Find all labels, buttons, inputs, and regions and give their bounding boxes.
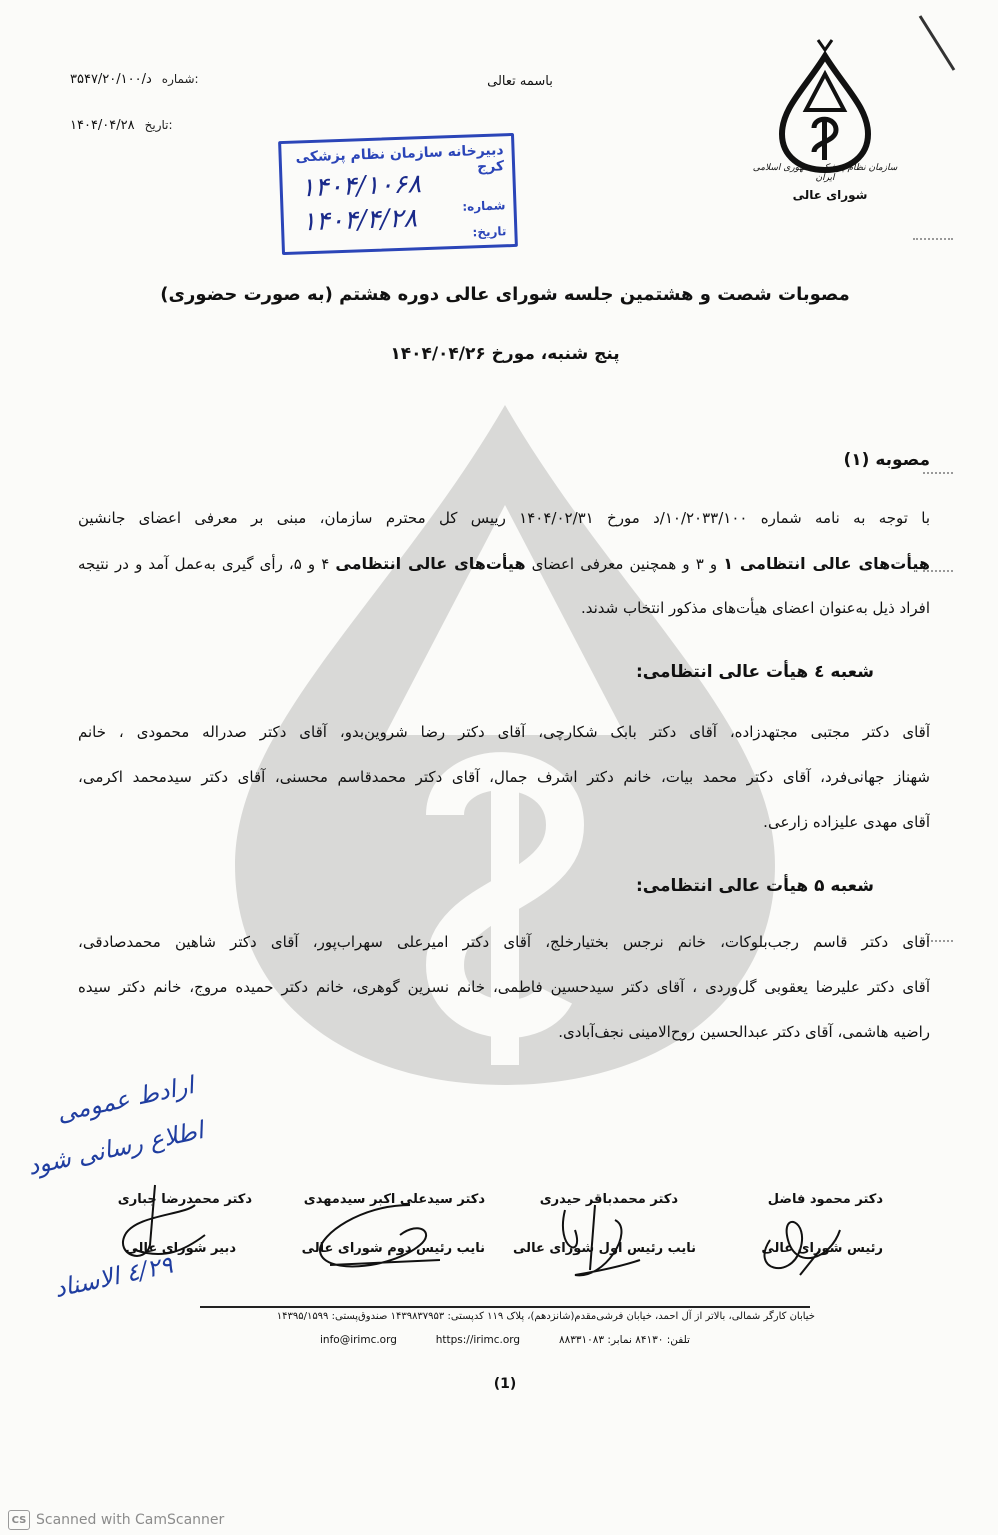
branch4-line-1: آقای دکتر مجتبی مجتهدزاده، آقای دکتر بابک شکارچی، آقای دکتر رضا شروین‌بدو، آقای دکتر صدراله محمودی ، خانم bbox=[78, 723, 930, 741]
corner-pen-mark bbox=[918, 14, 958, 74]
camscanner-text: Scanned with CamScanner bbox=[36, 1512, 225, 1528]
camscanner-watermark bbox=[0, 1505, 998, 1535]
letter-date-value: ۱۴۰۴/۰۴/۲۸ bbox=[70, 118, 135, 133]
letter-number-row bbox=[70, 72, 199, 87]
footer-website[interactable]: https://irimc.org bbox=[435, 1334, 521, 1346]
branch4-heading: شعبه ٤ هیأت عالی انتظامی: bbox=[635, 662, 874, 682]
signature-4-name: دکتر محمدرضا جباری bbox=[117, 1192, 252, 1207]
footer-email[interactable]: info@irimc.org bbox=[320, 1334, 397, 1346]
intro-bold-2: هیأت‌های عالی انتظامی bbox=[335, 554, 526, 573]
intro-text-2b: ۴ و ۵، رأی گیری به‌عمل آمد و در نتیجه bbox=[78, 555, 330, 573]
signature-2-name: دکتر محمدباقر حیدری bbox=[539, 1192, 678, 1207]
signature-1-title: رئیس شورای عالی bbox=[761, 1241, 883, 1256]
footer-phone: تلفن: ۸۴۱۳۰ نمابر: ۸۸۳۳۱۰۸۳ bbox=[558, 1334, 690, 1346]
branch4-members bbox=[78, 710, 930, 845]
branch4-line-3: آقای مهدی علیزاده زارعی. bbox=[763, 813, 930, 831]
medical-council-logo-icon bbox=[770, 38, 880, 178]
intro-line-3: افراد ذیل به‌عنوان اعضای هیأت‌های مذکور انتخاب شدند. bbox=[580, 599, 930, 617]
letter-number-label: شماره: bbox=[161, 72, 199, 86]
signature-3-scribble bbox=[300, 1195, 450, 1285]
footer-contact bbox=[320, 1334, 690, 1346]
signature-3-title: نایب رئیس دوم شورای عالی bbox=[301, 1241, 485, 1256]
branch4-line-2: شهناز جهانی‌فرد، آقای دکتر محمد بیات، خانم دکتر اشرف جمال، آقای دکتر محمدقاسم محسنی، آقای دکتر سیدمحمد اکرمی، bbox=[78, 768, 930, 786]
branch5-line-3: راضیه هاشمی، آقای دکتر عبدالحسین روح‌الامینی نجف‌آبادی. bbox=[558, 1023, 930, 1041]
bismillah: باسمه تعالی bbox=[487, 74, 553, 89]
margin-dots bbox=[913, 238, 953, 240]
registration-stamp bbox=[278, 133, 518, 255]
branch5-heading: شعبه ۵ هیأت عالی انتظامی: bbox=[635, 876, 874, 896]
document-subtitle: پنج شنبه، مورخ ۱۴۰۴/۰۴/۲۶ bbox=[390, 344, 620, 364]
stamp-number-label: شماره: bbox=[462, 198, 506, 214]
intro-line-1: با توجه به نامه شماره ۱۰/۲۰۳۳/۱۰۰/د مورخ ۱۴۰۴/۰۲/۳۱ رییس کل محترم سازمان، مبنی بر معرفی اعضای جانشین bbox=[78, 509, 930, 527]
margin-dots bbox=[923, 472, 953, 474]
branch5-members bbox=[78, 920, 930, 1055]
letter-date-label: تاریخ: bbox=[144, 118, 173, 132]
signature-1-name: دکتر محمود فاضل bbox=[767, 1192, 883, 1207]
stamp-date-value: ۱۴۰۴/۴/۲۸ bbox=[301, 203, 418, 238]
branch5-line-1: آقای دکتر قاسم رجب‌بلوکات، خانم نرجس بختیارخلج، آقای دکتر امیرعلی سهراب‌پور، آقای دکتر شاهین محمدصادقی، bbox=[78, 933, 930, 951]
intro-text-2a: و ۳ و همچنین معرفی اعضای bbox=[531, 555, 718, 573]
stamp-number-value: ۱۴۰۴/۱۰۶۸ bbox=[300, 169, 422, 204]
footer-divider bbox=[200, 1306, 810, 1308]
footer-address: خیابان کارگر شمالی، بالاتر از آل احمد، خیابان فرشی‌مقدم(شانزدهم)، پلاک ۱۱۹ کدپستی: ۱۴۳۹۸۳۷۹۵۳ صندوق‌پستی: ۱۴۳۹۵/۱۵۹۹ bbox=[276, 1311, 815, 1322]
handwritten-note: ارادط عمومی اطلاع رسانی شود bbox=[25, 1071, 206, 1181]
signature-4-title: دبیر شورای عالی bbox=[125, 1241, 236, 1256]
council-name: شورای عالی bbox=[792, 188, 868, 202]
signature-2-title: نایب رئیس اول شورای عالی bbox=[513, 1241, 696, 1256]
letter-date-row bbox=[70, 118, 173, 133]
stamp-date-label: تاریخ: bbox=[472, 224, 507, 240]
document-title: مصوبات شصت و هشتمین جلسه شورای عالی دوره هشتم (به صورت حضوری) bbox=[160, 284, 850, 305]
intro-line-2 bbox=[78, 541, 930, 586]
signature-3-name: دکتر سیدعلی اکبر سیدمهدی bbox=[303, 1192, 485, 1207]
camscanner-logo-icon: CS bbox=[8, 1510, 30, 1530]
handwritten-date: ۲۹/٤ الاسناد bbox=[51, 1250, 176, 1303]
organization-name: سازمان نظام پزشکی جمهوری اسلامی ایران bbox=[752, 163, 898, 183]
intro-paragraph bbox=[78, 496, 930, 631]
page-number: (1) bbox=[493, 1376, 517, 1392]
branch5-line-2: آقای دکتر علیرضا یعقوبی گل‌وردی ، آقای دکتر سیدحسین فاطمی، خانم نسرین گوهری، خانم دکتر حمیده مروج، خانم دکتر سیده bbox=[78, 978, 930, 996]
resolution-heading: مصوبه (۱) bbox=[843, 450, 930, 470]
intro-bold-1: هیأت‌های عالی انتظامی ۱ bbox=[723, 554, 930, 573]
letter-number-value: ۳۵۴۷/۲۰/۱۰۰/د bbox=[70, 72, 152, 87]
stamp-title: دبیرخانه سازمان نظام پزشکی کرج bbox=[295, 142, 505, 176]
